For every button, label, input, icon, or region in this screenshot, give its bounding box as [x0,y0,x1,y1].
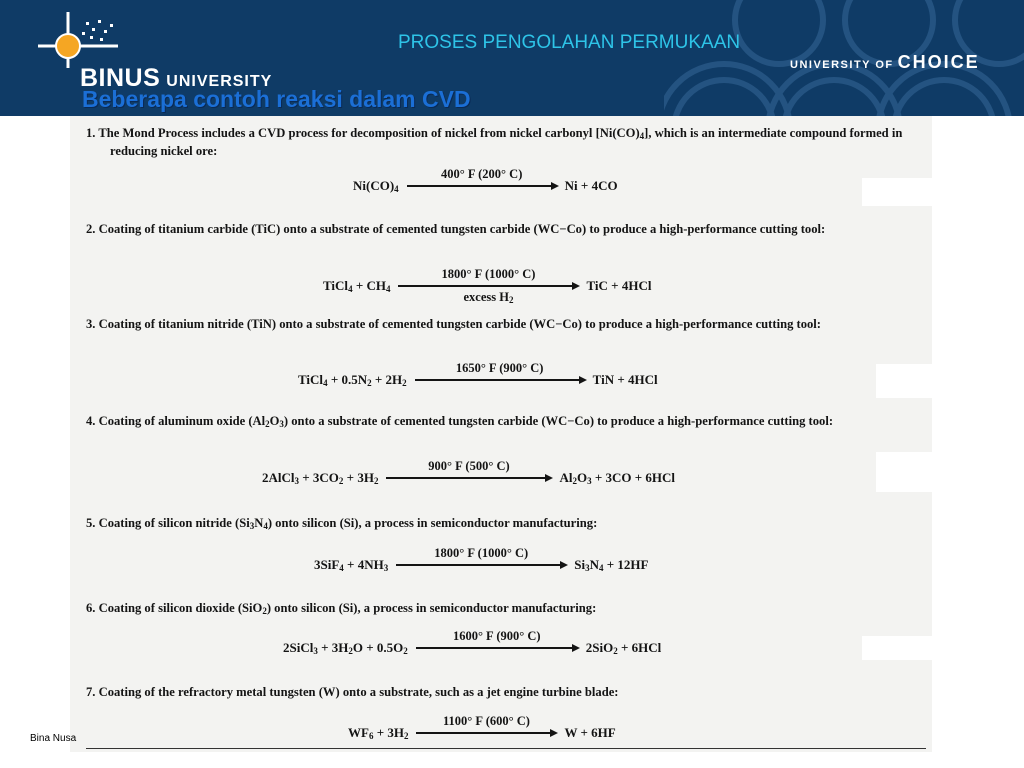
header-banner [0,0,1024,116]
item-description: 5. Coating of silicon nitride $(Si_3N_4)$ onto silicon (Si), a process in semiconductor manufacturing: [86,516,598,531]
reaction-arrow-icon [415,360,585,381]
scan-edge [876,364,932,398]
tagline [790,52,980,73]
logo-name: BINUS [80,64,161,92]
reaction-condition: 1600° F (900° C) [452,628,541,643]
cvd-item-5 [86,516,926,534]
cvd-item-2 [86,222,926,237]
reaction-arrow-icon [416,713,556,734]
slide-subtitle: Beberapa contoh reaksi dalam CVD [82,86,471,112]
products: Ni + 4CO [564,178,618,193]
reaction-equation [283,628,662,656]
reaction-arrow-icon [416,628,578,649]
reaction-condition: 900° F (500° C) [428,458,510,473]
item-description: 3. Coating of titanium nitride (TiN) onto a substrate of cemented tungsten carbide (WC−Co) to produce a high-performance cutting tool: [86,317,821,331]
reaction-condition-below: excess $H_2$ [463,290,514,306]
cvd-item-7 [86,685,926,700]
scanned-document [70,116,932,752]
reaction-condition: 1800° F (1000° C) [434,545,529,560]
binus-logo [30,8,310,92]
footer-label: Bina Nusa [30,733,77,744]
reactants: 2SiCl$_3$ + $3H_2O + 0.5O_2$ [283,640,408,656]
scan-edge [862,636,932,660]
products: $Al_2O_3 + 3CO + 6HCl$ [559,470,676,486]
reaction-condition: 1100° F (600° C) [443,713,530,728]
logo-suffix: UNIVERSITY [166,73,273,90]
reactants: $WF_6 + 3H_2$ [348,725,409,741]
products: TiC + 4HCl [586,278,652,293]
cvd-item-6 [86,601,926,619]
reactants: $3SiF_4 + 4NH_3$ [314,557,389,573]
scan-edge [876,452,932,492]
reaction-condition: 1800° F (1000° C) [441,266,536,281]
reaction-arrow-icon [396,545,566,566]
products: W + 6HF [564,725,616,740]
reaction-arrow-icon [386,458,551,479]
reaction-arrow-icon [398,266,578,306]
item-description: 1. The Mond Process includes a CVD process for decomposition of nickel from nickel carbonyl $[Ni(CO)_4]$, which is an intermediate compound formed in reducing nickel ore: [86,126,903,158]
reaction-equation [262,458,676,486]
reaction-equation [314,545,649,573]
reaction-condition: 1650° F (900° C) [455,360,544,375]
item-description: 7. Coating of the refractory metal tungsten (W) onto a substrate, such as a jet engine turbine blade: [86,685,619,699]
cvd-item-4 [86,414,926,432]
reaction-equation [298,360,658,388]
reaction-condition: 400° F (200° C) [440,166,523,181]
item-description: 4. Coating of aluminum oxide $(Al_2O_3)$ onto a substrate of cemented tungsten carbide (WC−Co) to produce a high-performance cutting tool: [86,414,834,429]
reaction-equation [348,713,616,741]
footer-divider [86,748,926,749]
reaction-equation [323,266,652,306]
item-description: 6. Coating of silicon dioxide (SiO$_2$) onto silicon (Si), a process in semiconductor manufacturing: [86,601,597,616]
products: TiN + 4HCl [592,372,658,387]
cvd-item-3 [86,317,926,332]
logo-emblem-icon [30,8,120,68]
cvd-item-1 [86,126,926,159]
reactants: TiCl$_4$ + $CH_4$ [323,278,391,294]
page-title: PROSES PENGOLAHAN PERMUKAAN [398,32,741,53]
item-description: 2. Coating of titanium carbide (TiC) onto a substrate of cemented tungsten carbide (WC−Co) to produce a high-performance cutting tool: [86,222,826,236]
reaction-arrow-icon [407,166,557,187]
products: $Si_3N_4 + 12HF$ [574,557,649,573]
reactants: $Ni(CO)_4$ [353,178,399,194]
reaction-equation [353,166,618,194]
reactants: TiCl$_4$ + $0.5N_2 + 2H_2$ [298,372,407,388]
tagline-prefix: UNIVERSITY OF [790,59,894,71]
tagline-word: CHOICE [897,52,980,72]
products: 2SiO$_2$ + 6HCl [585,640,662,656]
reactants: 2AlCl$_3$ + $3CO_2 + 3H_2$ [262,470,379,486]
scan-edge [862,178,932,206]
